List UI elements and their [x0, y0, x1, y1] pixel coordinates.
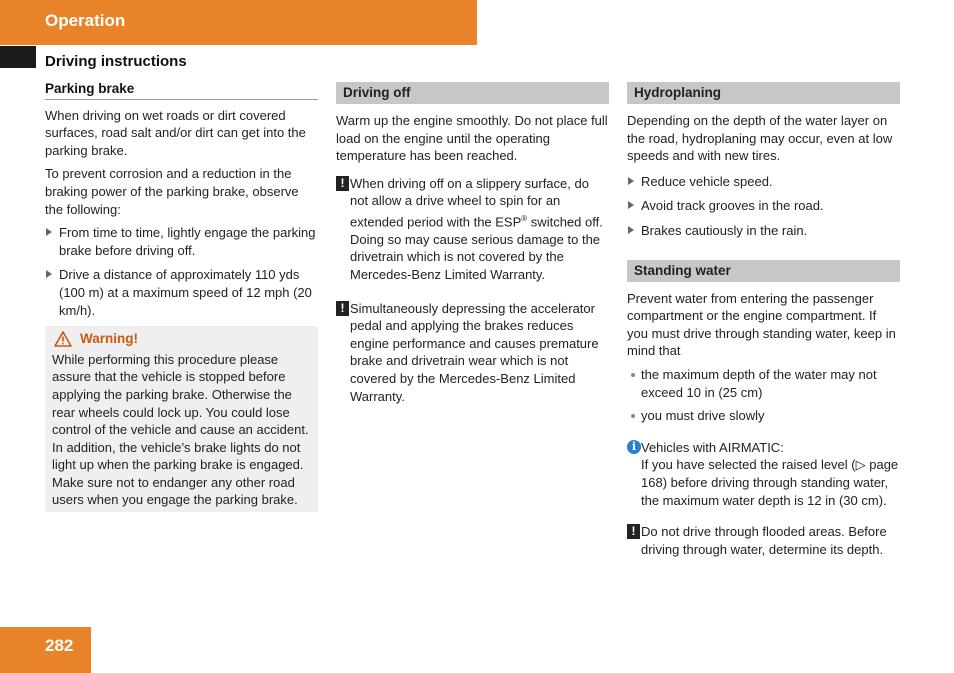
column-parking-brake [45, 80, 318, 512]
warning-title [52, 330, 311, 348]
registered-mark: ® [521, 213, 528, 223]
header-title: Operation [45, 11, 126, 30]
list-item-text: From time to time, lightly engage the parking brake before driving off. [59, 225, 316, 258]
info-line-1: Vehicles with AIRMATIC: [641, 439, 784, 455]
info-note [627, 439, 900, 509]
bullet-dot-icon [631, 414, 635, 418]
bullet-dot-icon [631, 373, 635, 377]
caution-note [627, 523, 900, 558]
column-hydroplaning [627, 82, 900, 572]
hydroplaning-heading: Hydroplaning [627, 82, 900, 104]
list-item-text: Reduce vehicle speed. [641, 173, 773, 189]
bullet-triangle-icon [628, 201, 634, 209]
list-item [627, 407, 900, 425]
warning-box [45, 326, 318, 512]
header-bar [0, 0, 477, 45]
list-item-text: the maximum depth of the water may not exceed 10 in (25 cm) [641, 366, 877, 400]
list-item [45, 224, 318, 259]
list-item [627, 197, 900, 215]
list-item [45, 266, 318, 319]
caution-note [336, 300, 609, 406]
section-tab-marker [0, 46, 36, 68]
caution-note [336, 175, 609, 284]
note-text: switched off. Doing so may cause serious damage to the drivetrain which is not covered by the Mercedes-Benz Limited Warranty. [350, 214, 603, 283]
paragraph: When driving on wet roads or dirt covered surfaces, road salt and/or dirt can get into the parking brake. [45, 107, 306, 158]
warning-label: Warning! [80, 331, 138, 347]
list-item-text: Avoid track grooves in the road. [641, 198, 824, 214]
exclamation-icon: ! [627, 524, 640, 539]
list-item-text: Drive a distance of approximately 110 yds (100 m) at a maximum speed of 12 mph (20 km/h). [59, 267, 312, 318]
paragraph: Warm up the engine smoothly. Do not place full load on the engine until the operating temperature has been reached. [336, 113, 608, 164]
paragraph: Depending on the depth of the water layer on the road, hydroplaning may occur, even at low speeds and with new tires. [627, 113, 893, 164]
exclamation-icon: ! [336, 176, 349, 191]
bullet-triangle-icon [46, 270, 52, 278]
warning-triangle-icon [54, 331, 72, 347]
note-text: When driving off on a slippery surface, do not allow a drive wheel to spin for an extended period with the ESP [350, 175, 589, 230]
list-item-text: you must drive slowly [641, 408, 765, 424]
list-item-text: Brakes cautiously in the rain. [641, 222, 808, 238]
list-item [627, 222, 900, 240]
paragraph: To prevent corrosion and a reduction in the braking power of the parking brake, observe the following: [45, 166, 299, 217]
standing-water-heading: Standing water [627, 260, 900, 282]
info-line-2: If you have selected the raised level (▷ page 168) before driving through standing water, the maximum water depth is 12 in (30 cm). [641, 457, 899, 508]
column-driving-off [336, 82, 609, 419]
bullet-triangle-icon [46, 228, 52, 236]
bullet-triangle-icon [628, 177, 634, 185]
note-text: Simultaneously depressing the accelerator pedal and applying the brakes reduces engine performance and causes premature brake and drivetrain wear which is not covered by the Mercedes-Benz Limited Warranty. [350, 300, 599, 404]
parking-brake-heading: Parking brake [45, 80, 318, 100]
note-text: Do not drive through flooded areas. Before driving through water, determine its depth. [641, 524, 887, 557]
info-icon: i [627, 440, 641, 454]
page-number-box [0, 627, 91, 673]
warning-text: While performing this procedure please assure that the vehicle is stopped before applying the parking brake. Otherwise the rear wheels could lock up. You could lose control of the vehicle and cause an accident. In addition, the vehicle’s brake lights do not light up when the parking brake is engaged. Make sure not to endanger any other road users when you engage the parking brake. [52, 351, 309, 508]
exclamation-icon: ! [336, 301, 349, 316]
bullet-triangle-icon [628, 226, 634, 234]
driving-off-heading: Driving off [336, 82, 609, 104]
list-item [627, 366, 900, 401]
page-number: 282 [45, 636, 74, 655]
list-item [627, 173, 900, 191]
section-title: Driving instructions [45, 53, 187, 70]
paragraph: Prevent water from entering the passenger compartment or the engine compartment. If you must drive through standing water, keep in mind that [627, 290, 896, 359]
